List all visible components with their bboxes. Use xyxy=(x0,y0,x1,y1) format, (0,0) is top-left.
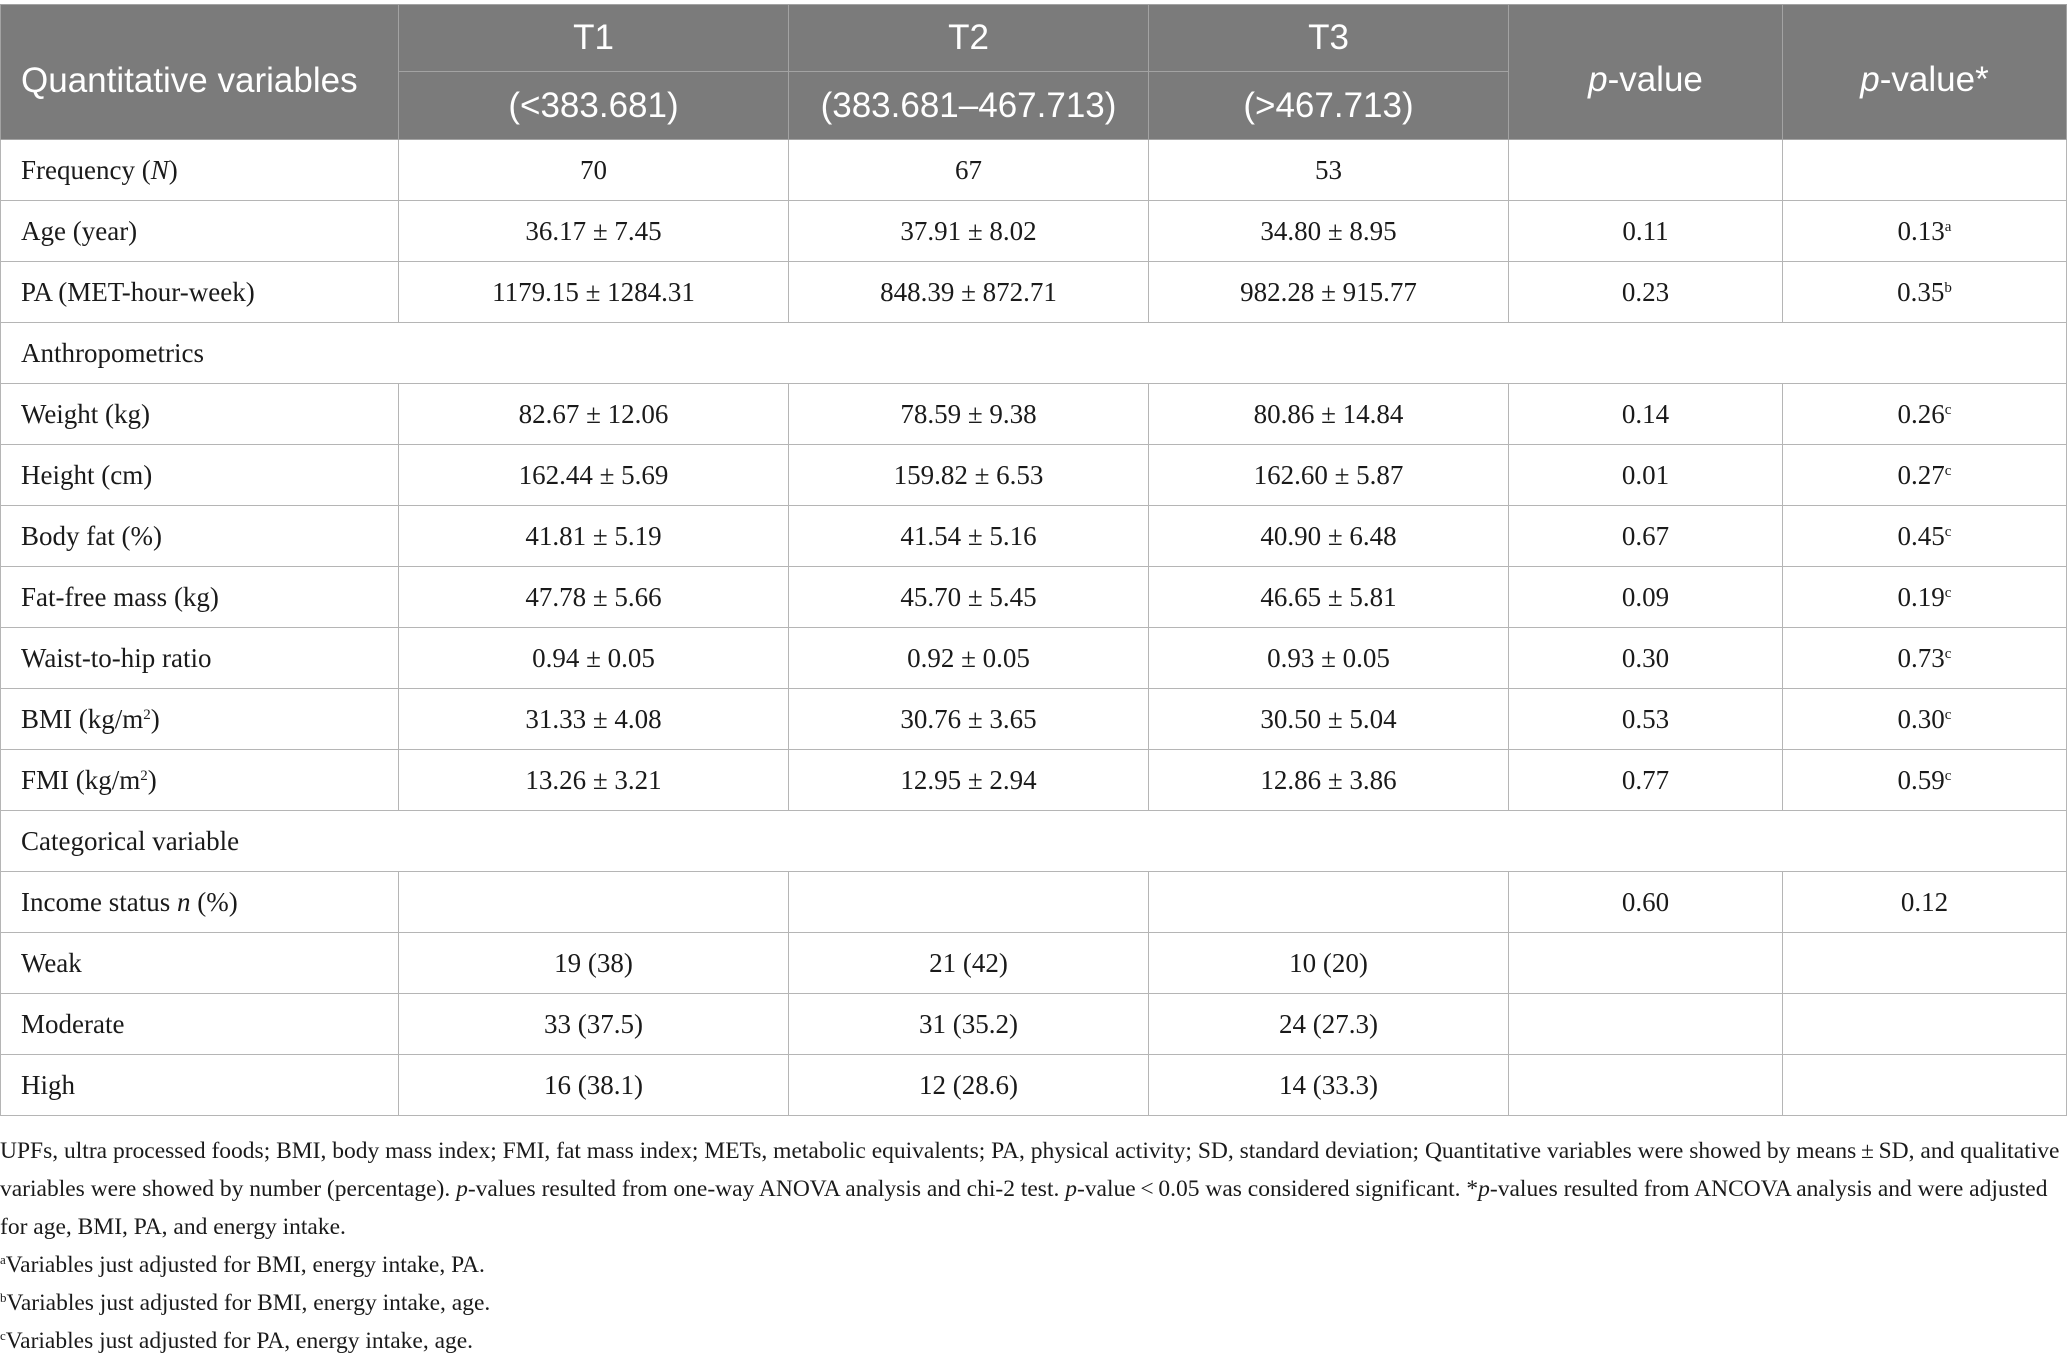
cell-t1: 36.17 ± 7.45 xyxy=(399,201,789,262)
cell-t3: 162.60 ± 5.87 xyxy=(1149,445,1509,506)
table-row xyxy=(1,567,2067,628)
cell-padj-footnote-mark: c xyxy=(1944,706,1952,723)
cell-p: 0.11 xyxy=(1509,201,1783,262)
cell-t2: 37.91 ± 8.02 xyxy=(789,201,1149,262)
cell-t1: 70 xyxy=(399,140,789,201)
row-label-text: BMI (kg/m xyxy=(21,703,144,734)
row-label-italic: n xyxy=(176,886,191,917)
cell-padj xyxy=(1783,628,2067,689)
row-label xyxy=(1,689,399,750)
footnote-a-text: Variables just adjusted for BMI, energy intake, PA. xyxy=(5,1252,485,1278)
notes-p-3: p xyxy=(1478,1176,1490,1202)
table-notes xyxy=(0,1132,2066,1360)
row-label xyxy=(1,933,399,994)
cell-p xyxy=(1509,140,1783,201)
notes-text-3: -value < 0.05 was considered significant. * xyxy=(1076,1176,1479,1202)
header-p-value xyxy=(1509,5,1783,140)
row-label-text: Body fat (%) xyxy=(21,520,162,551)
cell-p: 0.09 xyxy=(1509,567,1783,628)
cell-padj-footnote-mark: a xyxy=(1944,218,1952,235)
section-label: Categorical variable xyxy=(1,811,2067,872)
cell-t3: 982.28 ± 915.77 xyxy=(1149,262,1509,323)
footnote-c xyxy=(0,1322,2066,1360)
row-label xyxy=(1,567,399,628)
footnote-a-mark: a xyxy=(0,1252,6,1267)
cell-t1: 19 (38) xyxy=(399,933,789,994)
cell-t1: 47.78 ± 5.66 xyxy=(399,567,789,628)
table-row xyxy=(1,140,2067,201)
header-p-rest: -value xyxy=(1607,60,1703,99)
header-t2-range: (383.681–467.713) xyxy=(789,72,1149,140)
cell-t2: 848.39 ± 872.71 xyxy=(789,262,1149,323)
row-label-text: Waist-to-hip ratio xyxy=(21,642,212,673)
cell-t3: 46.65 ± 5.81 xyxy=(1149,567,1509,628)
cell-t2: 12 (28.6) xyxy=(789,1055,1149,1116)
cell-padj xyxy=(1783,445,2067,506)
table-row xyxy=(1,750,2067,811)
row-label-text-post: (%) xyxy=(190,886,238,917)
section-row xyxy=(1,323,2067,384)
notes-text-1: UPFs, ultra processed foods; BMI, body mass index; FMI, fat mass index; METs, metabolic equivalents; PA, physical activity; SD, standard deviation; Quantitative variables were showed by means ± SD, and qualitative variables were showed by number (percentage). xyxy=(0,1138,2060,1202)
row-label-text: High xyxy=(21,1069,75,1100)
cell-p: 0.67 xyxy=(1509,506,1783,567)
cell-t2 xyxy=(789,872,1149,933)
table-row xyxy=(1,689,2067,750)
section-label: Anthropometrics xyxy=(1,323,2067,384)
cell-padj-value: 0.26 xyxy=(1897,398,1945,429)
cell-t2: 45.70 ± 5.45 xyxy=(789,567,1149,628)
cell-padj-value: 0.12 xyxy=(1900,886,1949,917)
cell-t3: 30.50 ± 5.04 xyxy=(1149,689,1509,750)
row-label xyxy=(1,1055,399,1116)
row-label-text: PA (MET-hour-week) xyxy=(21,276,255,307)
cell-padj xyxy=(1783,933,2067,994)
table-row xyxy=(1,445,2067,506)
cell-padj-footnote-mark: c xyxy=(1944,401,1952,418)
cell-padj xyxy=(1783,506,2067,567)
header-t3: T3 xyxy=(1149,5,1509,72)
footnote-b-text: Variables just adjusted for BMI, energy intake, age. xyxy=(6,1290,491,1316)
row-label xyxy=(1,750,399,811)
data-table xyxy=(0,4,2067,1116)
cell-t1: 16 (38.1) xyxy=(399,1055,789,1116)
cell-t2: 30.76 ± 3.65 xyxy=(789,689,1149,750)
cell-p xyxy=(1509,933,1783,994)
cell-t2: 159.82 ± 6.53 xyxy=(789,445,1149,506)
cell-t3: 12.86 ± 3.86 xyxy=(1149,750,1509,811)
table-row xyxy=(1,933,2067,994)
cell-p: 0.30 xyxy=(1509,628,1783,689)
cell-p xyxy=(1509,994,1783,1055)
table-body xyxy=(1,140,2067,1116)
cell-t3 xyxy=(1149,872,1509,933)
header-quantitative-variables: Quantitative variables xyxy=(1,5,399,140)
footnote-b-mark: b xyxy=(0,1290,7,1305)
cell-padj xyxy=(1783,750,2067,811)
row-label-text: Height (cm) xyxy=(21,459,153,490)
cell-padj-footnote-mark: c xyxy=(1944,462,1952,479)
row-label-text: Weight (kg) xyxy=(21,398,151,429)
row-label xyxy=(1,201,399,262)
notes-main xyxy=(0,1132,2066,1246)
cell-padj-value: 0.59 xyxy=(1897,764,1945,795)
cell-padj xyxy=(1783,872,2067,933)
table-row xyxy=(1,262,2067,323)
cell-p: 0.14 xyxy=(1509,384,1783,445)
cell-t3: 24 (27.3) xyxy=(1149,994,1509,1055)
cell-p: 0.53 xyxy=(1509,689,1783,750)
cell-padj-footnote-mark: b xyxy=(1944,279,1952,296)
footnote-a xyxy=(0,1246,2066,1284)
footnote-c-mark: c xyxy=(0,1328,6,1343)
row-label-text-post: ) xyxy=(150,703,160,734)
cell-padj xyxy=(1783,1055,2067,1116)
cell-padj-footnote-mark: c xyxy=(1944,523,1952,540)
cell-t1: 33 (37.5) xyxy=(399,994,789,1055)
notes-text-2: -values resulted from one-way ANOVA analysis and chi-2 test. xyxy=(467,1176,1066,1202)
cell-padj-value: 0.45 xyxy=(1897,520,1945,551)
row-label xyxy=(1,445,399,506)
cell-t1: 13.26 ± 3.21 xyxy=(399,750,789,811)
cell-t3: 14 (33.3) xyxy=(1149,1055,1509,1116)
cell-padj-value: 0.73 xyxy=(1897,642,1945,673)
table-header xyxy=(1,5,2067,140)
row-label xyxy=(1,994,399,1055)
cell-p: 0.23 xyxy=(1509,262,1783,323)
cell-t1 xyxy=(399,872,789,933)
table-row xyxy=(1,872,2067,933)
cell-padj-value: 0.13 xyxy=(1897,215,1945,246)
header-p-italic: p xyxy=(1588,60,1608,99)
table-row xyxy=(1,506,2067,567)
cell-padj xyxy=(1783,567,2067,628)
cell-padj-value: 0.35 xyxy=(1897,276,1945,307)
cell-t2: 67 xyxy=(789,140,1149,201)
row-label-text: Moderate xyxy=(21,1008,125,1039)
cell-p: 0.77 xyxy=(1509,750,1783,811)
cell-padj xyxy=(1783,140,2067,201)
cell-padj xyxy=(1783,384,2067,445)
cell-p: 0.60 xyxy=(1509,872,1783,933)
row-label-text: Age (year) xyxy=(21,215,138,246)
cell-padj-value: 0.27 xyxy=(1897,459,1945,490)
notes-text-4: -values resulted from ANCOVA analysis and were adjusted for age, BMI, PA, and energy intake. xyxy=(0,1176,2048,1240)
row-label-text: Income status xyxy=(21,886,177,917)
cell-p: 0.01 xyxy=(1509,445,1783,506)
row-label-text: FMI (kg/m xyxy=(21,764,141,795)
cell-t2: 31 (35.2) xyxy=(789,994,1149,1055)
cell-padj xyxy=(1783,689,2067,750)
footnote-c-text: Variables just adjusted for PA, energy intake, age. xyxy=(5,1328,474,1354)
cell-t2: 78.59 ± 9.38 xyxy=(789,384,1149,445)
cell-t2: 21 (42) xyxy=(789,933,1149,994)
table-row xyxy=(1,628,2067,689)
cell-t1: 0.94 ± 0.05 xyxy=(399,628,789,689)
table-row xyxy=(1,201,2067,262)
cell-padj xyxy=(1783,262,2067,323)
header-t1: T1 xyxy=(399,5,789,72)
table-row xyxy=(1,1055,2067,1116)
notes-p-1: p xyxy=(456,1176,468,1202)
cell-t2: 12.95 ± 2.94 xyxy=(789,750,1149,811)
row-label xyxy=(1,384,399,445)
cell-padj-value: 0.19 xyxy=(1897,581,1945,612)
row-label xyxy=(1,506,399,567)
cell-t2: 41.54 ± 5.16 xyxy=(789,506,1149,567)
header-p-value-adjusted xyxy=(1783,5,2067,140)
row-label-text: Weak xyxy=(21,947,82,978)
table-row xyxy=(1,994,2067,1055)
header-padj-rest: -value* xyxy=(1879,60,1989,99)
cell-padj-footnote-mark: c xyxy=(1944,584,1952,601)
cell-t3: 53 xyxy=(1149,140,1509,201)
row-label-text: Frequency ( xyxy=(21,154,151,185)
cell-padj-value: 0.30 xyxy=(1897,703,1945,734)
notes-p-2: p xyxy=(1065,1176,1077,1202)
cell-t3: 10 (20) xyxy=(1149,933,1509,994)
cell-padj-footnote-mark: c xyxy=(1944,645,1952,662)
header-t2: T2 xyxy=(789,5,1149,72)
row-label-text-post: ) xyxy=(147,764,157,795)
cell-padj xyxy=(1783,994,2067,1055)
row-label xyxy=(1,872,399,933)
cell-t1: 41.81 ± 5.19 xyxy=(399,506,789,567)
row-label-text: Fat-free mass (kg) xyxy=(21,581,219,612)
table-row xyxy=(1,384,2067,445)
row-label-sup: 2 xyxy=(143,706,151,723)
row-label xyxy=(1,262,399,323)
cell-padj xyxy=(1783,201,2067,262)
row-label-sup: 2 xyxy=(140,767,148,784)
footnote-b xyxy=(0,1284,2066,1322)
header-padj-italic: p xyxy=(1860,60,1880,99)
cell-t3: 34.80 ± 8.95 xyxy=(1149,201,1509,262)
section-row xyxy=(1,811,2067,872)
row-label xyxy=(1,140,399,201)
row-label-text-post: ) xyxy=(168,154,178,185)
row-label-italic: N xyxy=(150,154,169,185)
cell-t1: 162.44 ± 5.69 xyxy=(399,445,789,506)
cell-padj-footnote-mark: c xyxy=(1944,767,1952,784)
cell-t3: 0.93 ± 0.05 xyxy=(1149,628,1509,689)
header-t1-range: (<383.681) xyxy=(399,72,789,140)
cell-t1: 1179.15 ± 1284.31 xyxy=(399,262,789,323)
cell-t2: 0.92 ± 0.05 xyxy=(789,628,1149,689)
row-label xyxy=(1,628,399,689)
cell-p xyxy=(1509,1055,1783,1116)
cell-t1: 82.67 ± 12.06 xyxy=(399,384,789,445)
cell-t1: 31.33 ± 4.08 xyxy=(399,689,789,750)
header-t3-range: (>467.713) xyxy=(1149,72,1509,140)
cell-t3: 80.86 ± 14.84 xyxy=(1149,384,1509,445)
cell-t3: 40.90 ± 6.48 xyxy=(1149,506,1509,567)
